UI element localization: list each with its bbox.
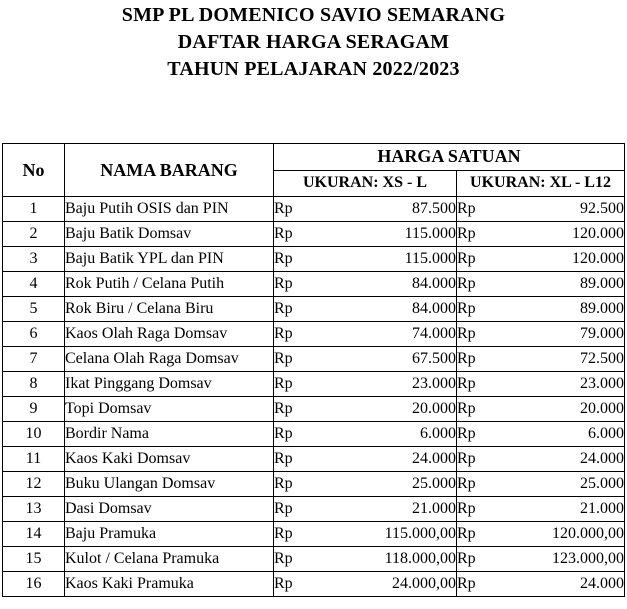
price-size-xs-l: 84.000 xyxy=(336,297,457,322)
currency-label: Rp xyxy=(274,547,336,572)
price-size-xs-l: 87.500 xyxy=(336,197,457,222)
row-number: 2 xyxy=(3,222,65,247)
row-number: 13 xyxy=(3,497,65,522)
price-size-xs-l: 24.000 xyxy=(336,447,457,472)
price-size-xs-l: 25.000 xyxy=(336,472,457,497)
price-size-xs-l: 20.000 xyxy=(336,397,457,422)
academic-year: TAHUN PELAJARAN 2022/2023 xyxy=(167,58,460,80)
table-row xyxy=(3,397,625,422)
price-size-xl-l12: 89.000 xyxy=(519,272,625,297)
price-size-xl-l12: 25.000 xyxy=(519,472,625,497)
table-row xyxy=(3,422,625,447)
column-header-size-xl-l12: UKURAN: XL - L12 xyxy=(457,170,625,197)
currency-label: Rp xyxy=(457,422,519,447)
currency-label: Rp xyxy=(457,347,519,372)
currency-label: Rp xyxy=(274,247,336,272)
currency-label: Rp xyxy=(457,472,519,497)
table-row xyxy=(3,222,625,247)
currency-label: Rp xyxy=(457,372,519,397)
price-size-xs-l: 115.000,00 xyxy=(336,522,457,547)
item-name: Celana Olah Raga Domsav xyxy=(65,347,274,372)
price-size-xl-l12: 24.000 xyxy=(519,447,625,472)
item-name: Kaos Kaki Domsav xyxy=(65,447,274,472)
row-number: 14 xyxy=(3,522,65,547)
school-name: SMP PL DOMENICO SAVIO SEMARANG xyxy=(121,4,506,26)
table-row xyxy=(3,297,625,322)
row-number: 12 xyxy=(3,472,65,497)
table-row xyxy=(3,447,625,472)
currency-label: Rp xyxy=(274,572,336,597)
currency-label: Rp xyxy=(274,497,336,522)
currency-label: Rp xyxy=(457,247,519,272)
currency-label: Rp xyxy=(274,397,336,422)
row-number: 7 xyxy=(3,347,65,372)
item-name: Kaos Olah Raga Domsav xyxy=(65,322,274,347)
price-size-xl-l12: 89.000 xyxy=(519,297,625,322)
currency-label: Rp xyxy=(274,322,336,347)
row-number: 9 xyxy=(3,397,65,422)
price-size-xs-l: 84.000 xyxy=(336,272,457,297)
price-table-body xyxy=(3,197,625,597)
table-row xyxy=(3,197,625,222)
currency-label: Rp xyxy=(457,197,519,222)
item-name: Baju Putih OSIS dan PIN xyxy=(65,197,274,222)
row-number: 15 xyxy=(3,547,65,572)
currency-label: Rp xyxy=(457,547,519,572)
row-number: 6 xyxy=(3,322,65,347)
table-row xyxy=(3,547,625,572)
table-row xyxy=(3,247,625,272)
currency-label: Rp xyxy=(457,272,519,297)
currency-label: Rp xyxy=(274,197,336,222)
column-header-size-xs-l: UKURAN: XS - L xyxy=(274,170,457,197)
table-row xyxy=(3,272,625,297)
row-number: 8 xyxy=(3,372,65,397)
column-header-item-name: NAMA BARANG xyxy=(65,144,274,197)
row-number: 3 xyxy=(3,247,65,272)
document-header xyxy=(0,2,627,83)
price-size-xl-l12: 24.000 xyxy=(519,572,625,597)
table-row xyxy=(3,522,625,547)
price-table-header xyxy=(3,144,625,197)
currency-label: Rp xyxy=(457,572,519,597)
table-row xyxy=(3,472,625,497)
currency-label: Rp xyxy=(274,472,336,497)
document-title: DAFTAR HARGA SERAGAM xyxy=(177,31,450,53)
price-size-xl-l12: 123.000,00 xyxy=(519,547,625,572)
price-size-xl-l12: 120.000,00 xyxy=(519,522,625,547)
currency-label: Rp xyxy=(274,297,336,322)
price-size-xs-l: 23.000 xyxy=(336,372,457,397)
row-number: 5 xyxy=(3,297,65,322)
price-table xyxy=(2,143,625,597)
currency-label: Rp xyxy=(274,347,336,372)
row-number: 4 xyxy=(3,272,65,297)
currency-label: Rp xyxy=(457,497,519,522)
currency-label: Rp xyxy=(274,422,336,447)
table-row xyxy=(3,347,625,372)
price-size-xl-l12: 120.000 xyxy=(519,222,625,247)
price-size-xs-l: 24.000,00 xyxy=(336,572,457,597)
item-name: Rok Putih / Celana Putih xyxy=(65,272,274,297)
price-size-xs-l: 74.000 xyxy=(336,322,457,347)
item-name: Ikat Pinggang Domsav xyxy=(65,372,274,397)
currency-label: Rp xyxy=(274,222,336,247)
item-name: Topi Domsav xyxy=(65,397,274,422)
row-number: 16 xyxy=(3,572,65,597)
item-name: Baju Batik Domsav xyxy=(65,222,274,247)
table-row xyxy=(3,372,625,397)
table-row xyxy=(3,322,625,347)
item-name: Kaos Kaki Pramuka xyxy=(65,572,274,597)
table-row xyxy=(3,497,625,522)
currency-label: Rp xyxy=(457,222,519,247)
currency-label: Rp xyxy=(457,522,519,547)
currency-label: Rp xyxy=(457,447,519,472)
price-size-xs-l: 21.000 xyxy=(336,497,457,522)
price-size-xs-l: 118.000,00 xyxy=(336,547,457,572)
item-name: Bordir Nama xyxy=(65,422,274,447)
currency-label: Rp xyxy=(274,447,336,472)
price-size-xs-l: 6.000 xyxy=(336,422,457,447)
price-size-xl-l12: 79.000 xyxy=(519,322,625,347)
price-size-xl-l12: 92.500 xyxy=(519,197,625,222)
item-name: Baju Batik YPL dan PIN xyxy=(65,247,274,272)
price-size-xl-l12: 23.000 xyxy=(519,372,625,397)
item-name: Buku Ulangan Domsav xyxy=(65,472,274,497)
currency-label: Rp xyxy=(457,322,519,347)
price-size-xl-l12: 20.000 xyxy=(519,397,625,422)
price-size-xs-l: 115.000 xyxy=(336,247,457,272)
item-name: Rok Biru / Celana Biru xyxy=(65,297,274,322)
price-size-xl-l12: 21.000 xyxy=(519,497,625,522)
price-size-xs-l: 67.500 xyxy=(336,347,457,372)
column-header-unit-price: HARGA SATUAN xyxy=(274,144,625,171)
price-size-xl-l12: 72.500 xyxy=(519,347,625,372)
item-name: Dasi Domsav xyxy=(65,497,274,522)
price-size-xs-l: 115.000 xyxy=(336,222,457,247)
currency-label: Rp xyxy=(457,297,519,322)
item-name: Kulot / Celana Pramuka xyxy=(65,547,274,572)
table-row xyxy=(3,572,625,597)
currency-label: Rp xyxy=(274,522,336,547)
currency-label: Rp xyxy=(457,397,519,422)
column-header-no: No xyxy=(3,144,65,197)
row-number: 10 xyxy=(3,422,65,447)
row-number: 11 xyxy=(3,447,65,472)
currency-label: Rp xyxy=(274,272,336,297)
price-size-xl-l12: 6.000 xyxy=(519,422,625,447)
currency-label: Rp xyxy=(274,372,336,397)
row-number: 1 xyxy=(3,197,65,222)
item-name: Baju Pramuka xyxy=(65,522,274,547)
price-size-xl-l12: 120.000 xyxy=(519,247,625,272)
